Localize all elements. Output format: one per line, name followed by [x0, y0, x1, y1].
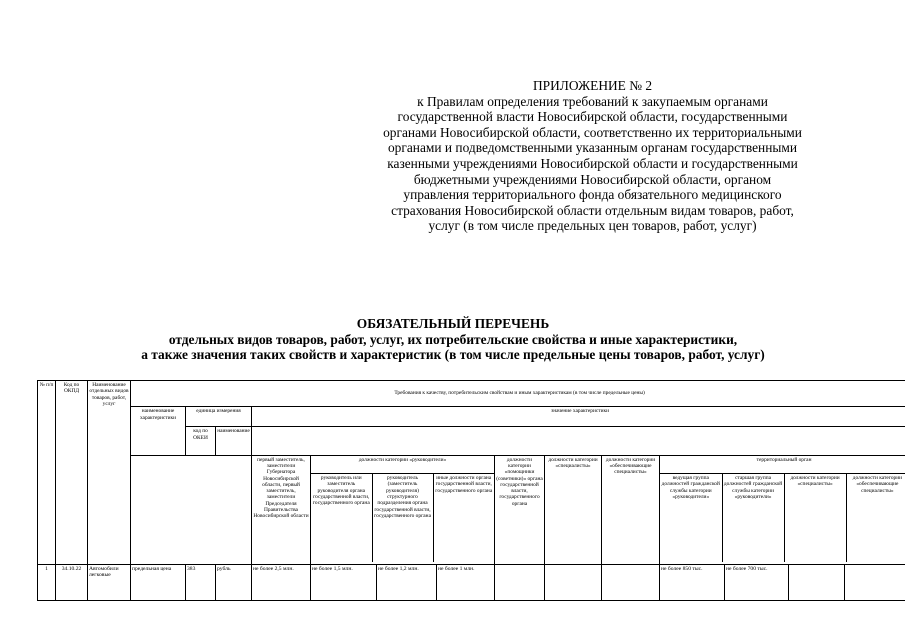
appendix-line: органами Новосибирской области, соответственно их территориальными [383, 124, 802, 140]
heading-line-1: отдельных видов товаров, работ, услуг, их потребительские свойства и иные характеристики, [168, 331, 738, 347]
appendix-line: страхования Новосибирской области отдельным видам товаров, работ, [391, 202, 794, 218]
header-num: № п/п [38, 381, 56, 565]
header-terr-sub-1: ведущая группа должностей гражданской службы категории «руководители» [660, 474, 722, 562]
appendix-line: бюджетными учреждениями Новосибирской области, органом [413, 171, 772, 187]
header-group-spacer [131, 455, 252, 564]
cell-value-specialists [545, 564, 602, 600]
cell-value-terr-3 [789, 564, 845, 600]
appendix-line: государственной власти Новосибирской области, государственными [397, 109, 788, 125]
cell-value-terr-4 [845, 564, 905, 600]
document-heading [40, 316, 866, 363]
header-heads-sub-1: руководитель или заместитель руководителя органа государственной власти, государственного органа [311, 474, 372, 562]
header-terr-sub-2: старшая группа должностей гражданской службы категории «руководители» [722, 474, 784, 562]
header-unit-name: наименование [216, 427, 252, 455]
cell-characteristic: предельная цена [131, 564, 186, 600]
appendix-line: управления территориального фонда обязательного медицинского [403, 187, 782, 203]
header-requirements: Требования к качеству, потребительским свойствам и иным характеристикам (в том числе предельные цены) [131, 381, 905, 407]
cell-value-terr-1: не более 850 тыс. [660, 564, 725, 600]
heading-line-2: а также значения таких свойств и характеристик (в том числе предельные цены товаров, работ, услуг) [141, 347, 765, 363]
cell-item-name: Автомобили легковые [88, 564, 131, 600]
cell-unit: рубль [216, 564, 252, 600]
cell-value-assistants [495, 564, 545, 600]
header-unit-okei: код по ОКЕИ [186, 427, 216, 455]
heading-title: ОБЯЗАТЕЛЬНЫЙ ПЕРЕЧЕНЬ [356, 316, 550, 331]
header-terr-sub-3: должности категории «специалисты» [784, 474, 846, 562]
cell-value-terr-2: не более 700 тыс. [725, 564, 789, 600]
header-specialists: должности категории «специалисты» [545, 455, 602, 564]
header-item-name: Наименование отдельных видов товаров, работ, услуг [88, 381, 131, 565]
requirements-table [37, 380, 905, 601]
appendix-line: услуг (в том числе предельных цен товаров, работ, услуг) [428, 218, 757, 234]
header-heads-group [311, 455, 495, 564]
header-support: должности категории «обеспечивающие специалисты» [602, 455, 660, 564]
appendix-line: казенными учреждениями Новосибирской области и государственными [387, 155, 798, 171]
appendix-line: органами и подведомственными указанным органам государственными [387, 140, 798, 156]
cell-value-heads-1: не более 1,5 млн. [311, 564, 377, 600]
header-assistants: должности категории «помощники (советники)» органа государственной власти, государственного органа [495, 455, 545, 564]
header-territorial-group [660, 455, 905, 564]
header-values-spacer [252, 427, 905, 455]
header-characteristic-name: наименование характеристики [131, 407, 186, 455]
cell-value-heads-2: не более 1,2 млн. [377, 564, 437, 600]
cell-value-first-deputy: не более 2,5 млн. [252, 564, 311, 600]
appendix-line: к Правилам определения требований к закупаемым органами [417, 93, 768, 109]
header-okpd: Код по ОКПД [56, 381, 88, 565]
header-terr-sub-4: должности категории «обеспечивающие специалисты» [852, 475, 902, 494]
header-heads-sub-3: иные должности органа государственной власти, государственного органа [435, 475, 493, 494]
cell-okei: 383 [186, 564, 216, 600]
header-values: значение характеристики [252, 407, 905, 427]
header-first-deputy: первый заместитель, заместители Губернатора Новосибирской области, первый заместитель, заместители Председателя Правительства Новосибирской области [252, 455, 311, 564]
cell-okpd: 34.10.22 [56, 564, 88, 600]
appendix-block [340, 78, 845, 234]
header-territorial: территориальный орган [660, 456, 905, 474]
cell-value-heads-3: не более 1 млн. [437, 564, 495, 600]
table-row [38, 564, 905, 600]
cell-value-support [602, 564, 660, 600]
header-heads-category: должности категории «руководители» [311, 456, 494, 474]
header-heads-sub-2: руководитель (заместитель руководителя) структурного подразделения органа государственной власти, государственного органа [372, 474, 433, 562]
header-unit: единица измерения [186, 407, 252, 427]
appendix-title: ПРИЛОЖЕНИЕ № 2 [532, 78, 653, 93]
cell-num: 1 [38, 564, 56, 600]
